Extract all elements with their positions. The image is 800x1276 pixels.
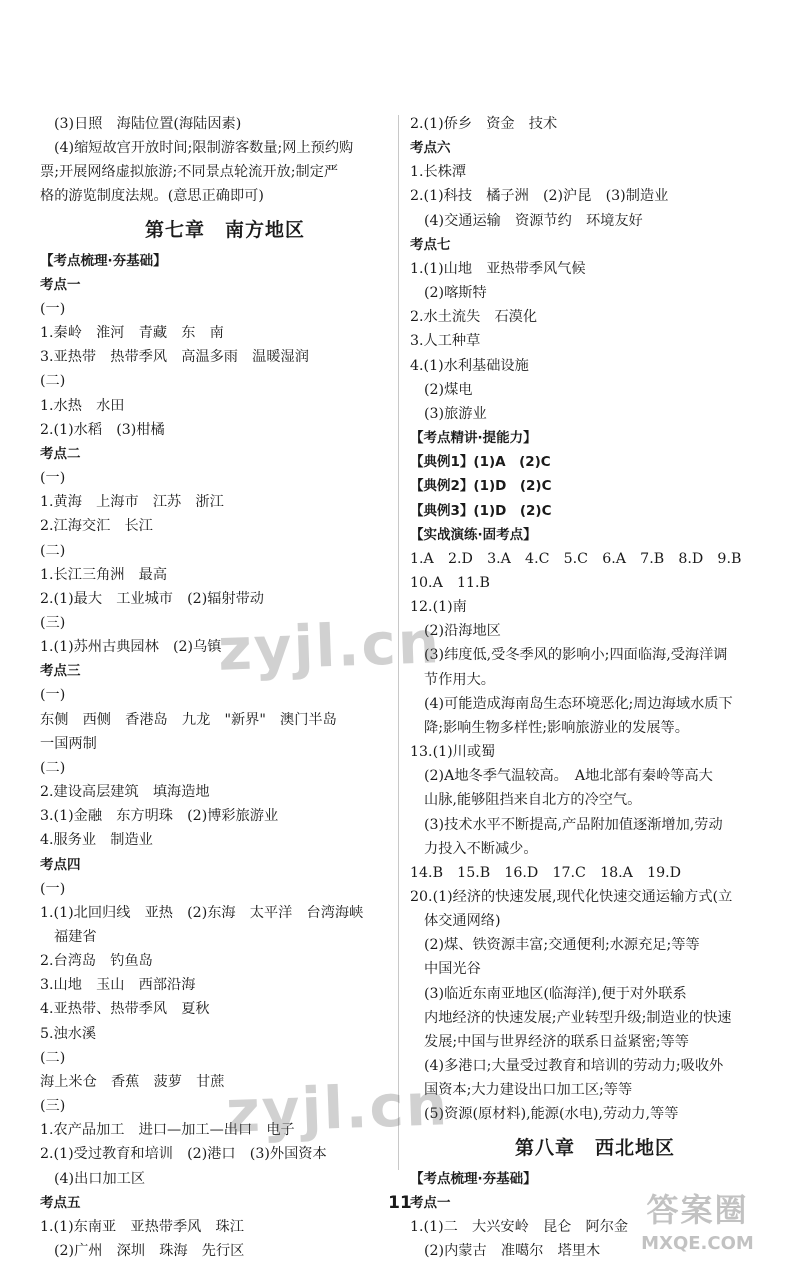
answer-line: 海上米仓 香蕉 菠萝 甘蔗	[40, 1073, 225, 1090]
watermark-text: zyjl.cn	[216, 608, 443, 684]
section-header: 【典例2】(1)D (2)C	[410, 478, 552, 495]
answer-line: 山脉,能够阻挡来自北方的冷空气。	[424, 792, 642, 809]
answer-line: (二)	[40, 373, 66, 390]
topic-heading: 考点五	[40, 1194, 81, 1211]
answer-line: (4)缩短故宫开放时间;限制游客数量;网上预约购	[54, 140, 354, 157]
answer-line: 20.(1)经济的快速发展,现代化快速交通运输方式(立	[410, 889, 733, 905]
answer-line: 2.(1)科技 橘子洲 (2)沪昆 (3)制造业	[410, 188, 669, 205]
answer-line: 发展;中国与世界经济的联系日益紧密;等等	[424, 1033, 689, 1050]
right-column	[410, 112, 780, 1263]
answer-line: (2)喀斯特	[424, 285, 487, 302]
answer-line: 3.亚热带 热带季风 高温多雨 温暖湿润	[40, 349, 309, 366]
answer-line: 1.(1)山地 亚热带季风气候	[410, 260, 586, 277]
chapter-title: 第七章 南方地区	[144, 218, 305, 241]
answer-line: 14.B 15.B 16.D 17.C 18.A 19.D	[410, 864, 682, 881]
answer-line: 票;开展网络虚拟旅游;不同景点轮流开放;制定严	[40, 164, 339, 181]
answer-line: 4.服务业 制造业	[40, 832, 153, 849]
answer-line: 1.(1)二 大兴安岭 昆仑 阿尔金	[410, 1218, 629, 1235]
answer-line: 2.江海交汇 长江	[40, 518, 153, 535]
answer-line: 4.(1)水利基础设施	[410, 357, 529, 374]
answer-line: (3)技术水平不断提高,产品附加值逐渐增加,劳动	[424, 816, 723, 833]
answer-line: 中国光谷	[424, 961, 481, 978]
section-header: 【考点梳理·夯基础】	[40, 252, 167, 269]
answer-line: (4)交通运输 资源节约 环境友好	[424, 212, 643, 229]
topic-heading: 考点二	[40, 445, 81, 462]
page-number: 11	[388, 1193, 412, 1213]
answer-line: 2.台湾岛 钓鱼岛	[40, 953, 153, 970]
answer-line: (4)出口加工区	[54, 1170, 146, 1187]
answer-line: (2)煤电	[424, 381, 473, 398]
answer-line: 内地经济的快速发展;产业转型升级;制造业的快速	[424, 1009, 732, 1026]
answer-line: 3.山地 玉山 西部沿海	[40, 977, 196, 994]
answer-line: 13.(1)川或蜀	[410, 744, 496, 761]
answer-line: (一)	[40, 687, 66, 704]
answer-line: 国资本;大力建设出口加工区;等等	[424, 1082, 633, 1099]
answer-line: (3)纬度低,受冬季风的影响小;四面临海,受海洋调	[424, 647, 728, 664]
watermark-logo	[620, 1185, 775, 1263]
answer-line: 1.(1)苏州古典园林 (2)乌镇	[40, 639, 222, 656]
answer-line: 福建省	[54, 929, 97, 945]
section-header: 【考点梳理·夯基础】	[410, 1170, 537, 1187]
section-header: 【考点精讲·提能力】	[410, 430, 537, 447]
answer-line: 2.水土流失 石漠化	[410, 309, 538, 326]
topic-heading: 考点三	[40, 663, 81, 680]
answer-line: (二)	[40, 542, 66, 559]
answer-line: 1.(1)北回归线 亚热 (2)东海 太平洋 台湾海峡	[40, 904, 364, 921]
watermark-logo-url: MXQE.COM	[641, 1233, 754, 1254]
answer-line: 10.A 11.B	[410, 574, 490, 591]
answer-line: (2)广州 深圳 珠海 先行区	[54, 1243, 245, 1260]
answer-line: 3.人工种草	[410, 333, 481, 350]
section-header: 【典例1】(1)A (2)C	[410, 454, 551, 471]
answer-line: 2.(1)侨乡 资金 技术	[410, 116, 558, 132]
answer-line: 1.秦岭 淮河 青藏 东 南	[40, 325, 224, 342]
answer-line: 4.亚热带、热带季风 夏秋	[40, 1001, 210, 1018]
watermark-logo-text: 答案圈	[646, 1191, 749, 1229]
answer-line: (三)	[40, 1098, 66, 1115]
answer-line: 2.(1)水稻 (3)柑橘	[40, 421, 165, 438]
answer-line: 降;影响生物多样性;影响旅游业的发展等。	[424, 719, 689, 736]
topic-heading: 考点六	[410, 140, 451, 157]
answer-line: 节作用大。	[424, 671, 495, 688]
answer-line: 一国两制	[40, 735, 97, 752]
answer-line: 1.长株潭	[410, 164, 467, 181]
answer-line: (一)	[40, 880, 66, 897]
answer-line: (2)沿海地区	[424, 623, 501, 640]
answer-line: 12.(1)南	[410, 599, 467, 616]
answer-line: 1.长江三角洲 最高	[40, 566, 168, 583]
topic-heading: 考点七	[410, 236, 451, 253]
answer-line: 体交通网络)	[424, 913, 501, 930]
answer-line: 1.(1)东南亚 亚热带季风 珠江	[40, 1218, 244, 1235]
answer-line: 1.A 2.D 3.A 4.C 5.C 6.A 7.B 8.D 9.B	[410, 550, 742, 567]
answer-line: (3)日照 海陆位置(海陆因素)	[54, 116, 242, 132]
answer-line: (4)可能造成海南岛生态环境恶化;周边海域水质下	[424, 695, 733, 712]
topic-heading: 考点四	[40, 856, 81, 873]
answer-line: (二)	[40, 759, 66, 776]
answer-line: 力投入不断减少。	[424, 840, 538, 857]
answer-line: 格的游览制度法规。(意思正确即可)	[40, 188, 264, 205]
answer-line: 1.水热 水田	[40, 397, 125, 414]
answer-line: 2.建设高层建筑 填海造地	[40, 784, 210, 801]
answer-line: 2.(1)受过教育和培训 (2)港口 (3)外国资本	[40, 1146, 327, 1163]
section-header: 【实战演练·固考点】	[410, 526, 537, 543]
answer-line: (2)内蒙古 准噶尔 塔里木	[424, 1243, 601, 1260]
answer-line: (3)旅游业	[424, 405, 487, 422]
topic-heading: 考点一	[40, 276, 81, 293]
watermark-text: zyjl.cn	[224, 1070, 451, 1146]
answer-line: (二)	[40, 1049, 66, 1066]
answer-line: (2)A地冬季气温较高。 A地北部有秦岭等高大	[424, 768, 713, 785]
answer-line: (3)临近东南亚地区(临海洋),便于对外联系	[424, 985, 687, 1002]
answer-line: 东侧 西侧 香港岛 九龙 "新界" 澳门半岛	[40, 711, 337, 728]
answer-line: 2.(1)最大 工业城市 (2)辐射带动	[40, 590, 264, 607]
answer-line: (5)资源(原材料),能源(水电),劳动力,等等	[424, 1106, 679, 1123]
answer-line: (一)	[40, 300, 66, 317]
answer-line: 5.浊水溪	[40, 1025, 97, 1042]
answer-line: (三)	[40, 614, 66, 631]
answer-line: (一)	[40, 470, 66, 487]
topic-heading: 考点一	[410, 1194, 451, 1211]
section-header: 【典例3】(1)D (2)C	[410, 502, 552, 519]
answer-line: 1.黄海 上海市 江苏 浙江	[40, 494, 224, 511]
answer-line: 1.农产品加工 进口—加工—出口 电子	[40, 1122, 295, 1139]
answer-line: 3.(1)金融 东方明珠 (2)博彩旅游业	[40, 808, 279, 825]
answer-line: (2)煤、铁资源丰富;交通便利;水源充足;等等	[424, 937, 700, 954]
chapter-title: 第八章 西北地区	[514, 1136, 675, 1159]
answer-line: (4)多港口;大量受过教育和培训的劳动力;吸收外	[424, 1058, 724, 1075]
